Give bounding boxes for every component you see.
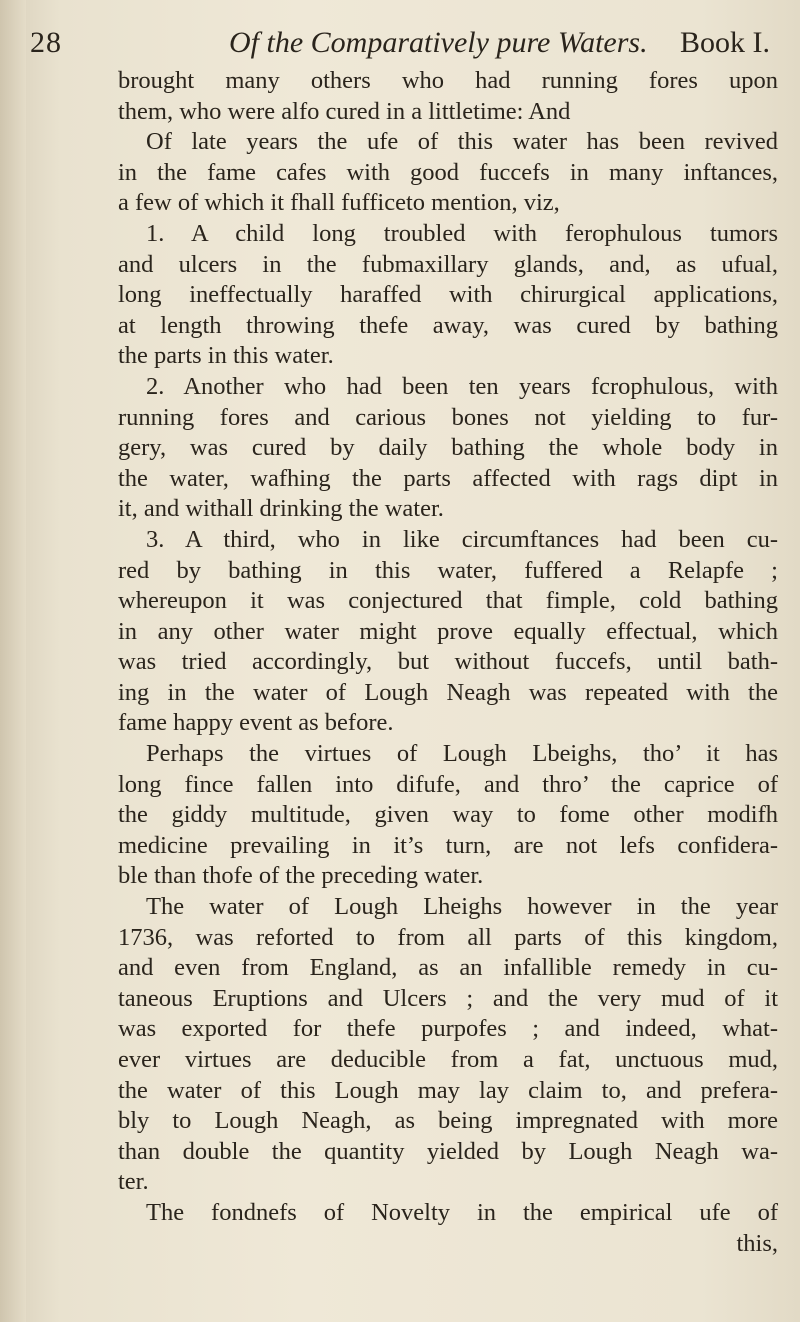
- text-line: 2. Another who had been ten years fcrophulous, with: [146, 372, 778, 400]
- text-line: The fondnefs of Novelty in the empirical ufe of: [146, 1198, 778, 1226]
- text-line: and ulcers in the fubmaxillary glands, and, as ufual,: [118, 250, 778, 278]
- text-line: gery, was cured by daily bathing the whole body in: [118, 434, 778, 462]
- text-line: 3. A third, who in like circumftances had been cu-: [146, 525, 778, 553]
- text-line: red by bathing in this water, fuffered a Relapfe ;: [118, 556, 778, 584]
- text-line: the water, wafhing the parts affected with rags dipt in: [118, 464, 778, 492]
- text-line: was exported for thefe purpofes ; and indeed, what-: [118, 1015, 778, 1043]
- text-line: was tried accordingly, but without fuccefs, until bath-: [118, 648, 778, 676]
- text-line: in the fame cafes with good fuccefs in many inftances,: [118, 158, 778, 186]
- text-line: bly to Lough Neagh, as being impregnated with more: [118, 1107, 778, 1135]
- text-line: them, who were alfo cured in a littletime: And: [118, 97, 571, 125]
- text-line: ever virtues are deducible from a fat, unctuous mud,: [118, 1046, 778, 1073]
- text-line: the giddy multitude, given way to fome other modifh: [118, 801, 778, 829]
- text-line: and even from England, as an infallible remedy in cu-: [118, 954, 778, 982]
- text-line: running fores and carious bones not yielding to fur-: [118, 403, 778, 431]
- running-header: [24, 20, 776, 64]
- text-line: than double the quantity yielded by Lough Neagh wa-: [118, 1137, 778, 1165]
- text-line: The water of Lough Lheighs however in the year: [146, 893, 778, 921]
- text-line: fame happy event as before.: [118, 709, 394, 737]
- text-line: 1736, was reforted to from all parts of this kingdom,: [118, 923, 778, 951]
- text-line: Of late years the ufe of this water has been revived: [146, 128, 778, 156]
- running-title: Of the Comparatively pure Waters.: [229, 26, 648, 59]
- text-line: the water of this Lough may lay claim to, and prefera-: [118, 1076, 778, 1104]
- page-gutter-edge: [0, 0, 26, 1322]
- text-line: brought many others who had running fores upon: [118, 67, 778, 94]
- text-line: Perhaps the virtues of Lough Lbeighs, tho’ it has: [146, 740, 778, 768]
- catchword: this,: [736, 1229, 778, 1257]
- text-line: in any other water might prove equally effectual, which: [118, 617, 778, 645]
- text-line: ter.: [118, 1168, 149, 1196]
- text-line: ing in the water of Lough Neagh was repeated with the: [118, 678, 778, 706]
- text-line: 1. A child long troubled with ferophulous tumors: [146, 219, 778, 247]
- text-line: long fince fallen into difufe, and thro’ the caprice of: [118, 770, 778, 798]
- page-number: 28: [30, 26, 62, 59]
- text-line: it, and withall drinking the water.: [118, 495, 444, 523]
- text-line: medicine prevailing in it’s turn, are not lefs confidera-: [118, 831, 778, 859]
- text-line: ble than thofe of the preceding water.: [118, 862, 484, 890]
- text-line: at length throwing thefe away, was cured by bathing: [118, 311, 778, 339]
- text-line: a few of which it fhall fufficeto mention, viz,: [118, 189, 560, 217]
- body-text: [118, 66, 778, 1259]
- text-line: long ineffectually haraffed with chirurgical applications,: [118, 281, 778, 309]
- text-line: the parts in this water.: [118, 342, 334, 370]
- text-line: taneous Eruptions and Ulcers ; and the very mud of it: [118, 984, 778, 1012]
- text-line: whereupon it was conjectured that fimple, cold bathing: [118, 587, 778, 615]
- book-label: Book I.: [680, 26, 770, 59]
